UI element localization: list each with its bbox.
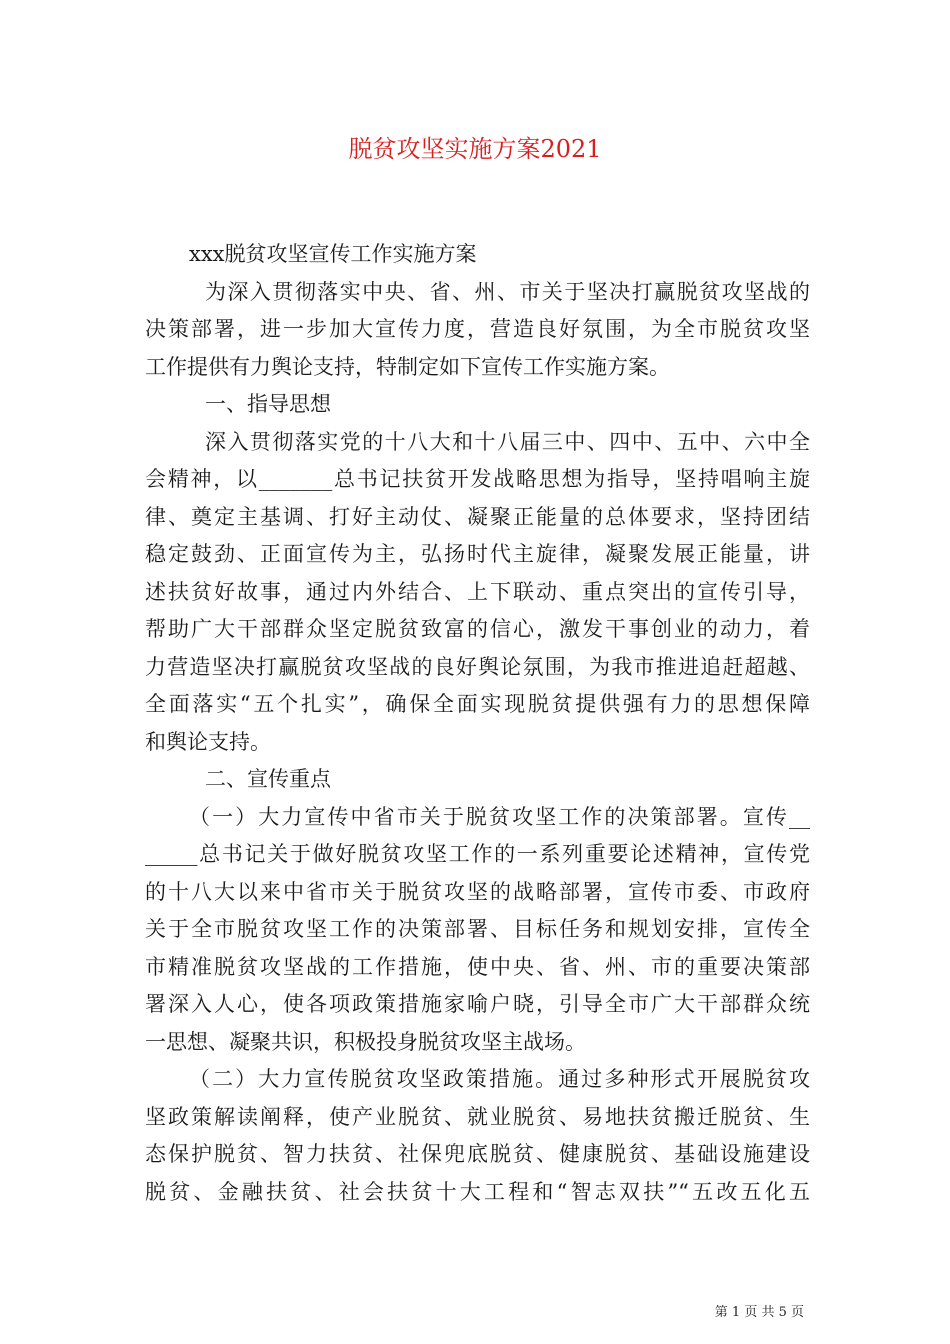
paragraph-line: 工作提供有力舆论支持，特制定如下宣传工作实施方案。	[145, 354, 670, 379]
paragraph-line: 决策部署，进一步加大宣传力度，营造良好氛围，为全市脱贫攻坚	[145, 317, 810, 341]
paragraph-line: 帮助广大干部群众坚定脱贫致富的信心，激发干事创业的动力，着	[145, 617, 810, 641]
paragraph-line: 关于全市脱贫攻坚工作的决策部署、目标任务和规划安排，宣传全	[145, 917, 810, 941]
section-heading: 二、宣传重点	[205, 767, 331, 791]
paragraph-line: 稳定鼓劲、正面宣传为主，弘扬时代主旋律，凝聚发展正能量，讲	[145, 542, 810, 566]
paragraph-line: 一思想、凝聚共识，积极投身脱贫攻坚主战场。	[145, 1029, 586, 1054]
paragraph-line: _____总书记关于做好脱贫攻坚工作的一系列重要论述精神，宣传党	[145, 842, 810, 866]
paragraph-line: 述扶贫好故事，通过内外结合、上下联动、重点突出的宣传引导，	[145, 579, 810, 604]
paragraph-line: 律、奠定主基调、打好主动仗、凝聚正能量的总体要求，坚持团结	[145, 504, 810, 529]
paragraph-line: 市精准脱贫攻坚战的工作措施，使中央、省、州、市的重要决策部	[145, 954, 810, 979]
paragraph-line: 会精神，以_______总书记扶贫开发战略思想为指导，坚持唱响主旋	[145, 467, 810, 491]
page-number: 第 1 页 共 5 页	[714, 1305, 804, 1320]
paragraph-line: 全面落实“五个扎实”，确保全面实现脱贫提供强有力的思想保障	[145, 692, 810, 716]
paragraph-line: 署深入人心，使各项政策措施家喻户晓，引导全市广大干部群众统	[145, 992, 810, 1016]
paragraph-line: 力营造坚决打赢脱贫攻坚战的良好舆论氛围，为我市推进追赶超越、	[145, 654, 810, 679]
document-title: 脱贫攻坚实施方案2021	[348, 135, 602, 163]
paragraph-line: 的十八大以来中省市关于脱贫攻坚的战略部署，宣传市委、市政府	[145, 879, 810, 904]
document-subtitle: xxx脱贫攻坚宣传工作实施方案	[189, 242, 477, 266]
section-heading: 一、指导思想	[205, 392, 331, 416]
paragraph-line: 为深入贯彻落实中央、省、州、市关于坚决打赢脱贫攻坚战的	[205, 279, 810, 304]
paragraph-line: 脱贫、金融扶贫、社会扶贫十大工程和“智志双扶”“五改五化五	[145, 1179, 810, 1204]
paragraph-line: 态保护脱贫、智力扶贫、社保兜底脱贫、健康脱贫、基础设施建设	[145, 1142, 810, 1166]
paragraph-line: 和舆论支持。	[145, 729, 271, 754]
paragraph-line: 坚政策解读阐释，使产业脱贫、就业脱贫、易地扶贫搬迁脱贫、生	[145, 1104, 810, 1129]
document-body	[145, 236, 810, 1211]
paragraph-line: 深入贯彻落实党的十八大和十八届三中、四中、五中、六中全	[205, 429, 810, 454]
paragraph-line: （一）大力宣传中省市关于脱贫攻坚工作的决策部署。宣传__	[189, 804, 810, 829]
paragraph-line: （二）大力宣传脱贫攻坚政策措施。通过多种形式开展脱贫攻	[189, 1067, 810, 1091]
